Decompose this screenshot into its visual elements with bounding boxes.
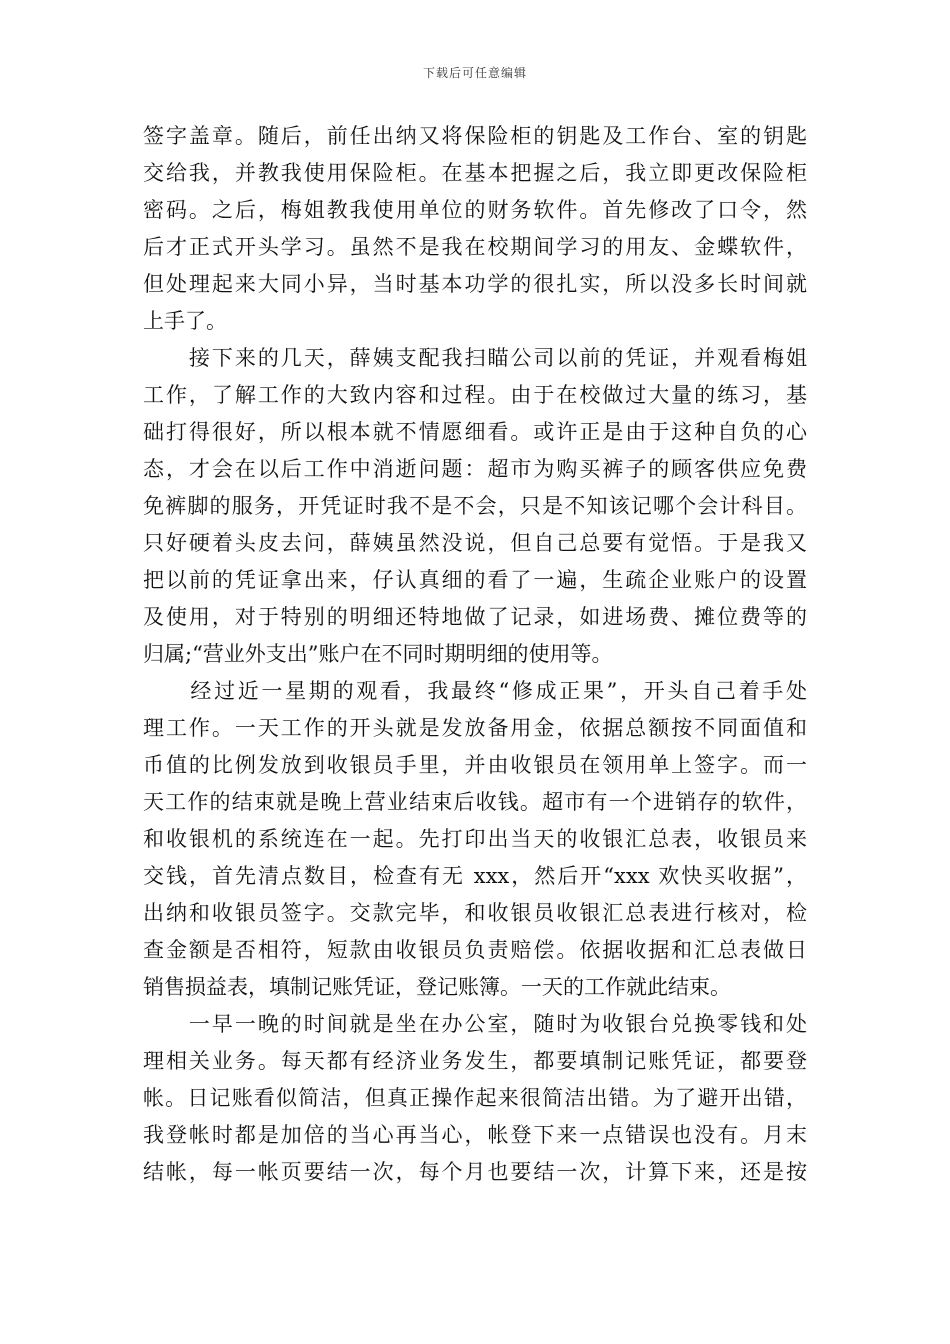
text-line: 出纳和收银员签字。交款完毕，和收银员收银汇总表进行核对，检 — [143, 901, 807, 925]
text-line: 及使用，对于特别的明细还特地做了记录，如进场费、摊位费等的 — [143, 605, 807, 629]
text-line: 交钱，首先清点数目，检查有无 xxx，然后开“xxx 欢快买收据”， — [143, 864, 807, 888]
text-line: 交给我，并教我使用保险柜。在基本把握之后，我立即更改保险柜 — [143, 161, 807, 185]
text-line: 理工作。一天工作的开头就是发放备用金，依据总额按不同面值和 — [143, 716, 807, 740]
page-header: 下载后可任意编辑 — [422, 66, 527, 80]
document-body — [143, 118, 807, 1191]
text-line: 把以前的凭证拿出来，仔认真细的看了一遍，生疏企业账户的设置 — [143, 568, 807, 592]
text-line: 和收银机的系统连在一起。先打印出当天的收银汇总表，收银员来 — [143, 827, 807, 851]
text-line: 查金额是否相符，短款由收银员负责赔偿。依据收据和汇总表做日 — [143, 938, 807, 962]
text-line: 态，才会在以后工作中消逝问题：超市为购买裤子的顾客供应免费 — [143, 457, 807, 481]
text-line: 币值的比例发放到收银员手里，并由收银员在领用单上签字。而一 — [143, 753, 807, 777]
text-line: 工作，了解工作的大致内容和过程。由于在校做过大量的练习，基 — [143, 383, 807, 407]
text-line: 后才正式开头学习。虽然不是我在校期间学习的用友、金蝶软件， — [143, 235, 807, 259]
text-line: 只好硬着头皮去问，薛姨虽然没说，但自己总要有觉悟。于是我又 — [143, 531, 807, 555]
text-line: 接下来的几天，薛姨支配我扫瞄公司以前的凭证，并观看梅姐 — [143, 346, 807, 370]
text-line: 上手了。 — [143, 309, 227, 333]
text-line: 我登帐时都是加倍的当心再当心，帐登下来一点错误也没有。月末 — [143, 1123, 807, 1147]
text-line: 一早一晚的时间就是坐在办公室，随时为收银台兑换零钱和处 — [143, 1012, 807, 1036]
text-line: 但处理起来大同小异，当时基本功学的很扎实，所以没多长时间就 — [143, 272, 807, 296]
text-line: 密码。之后，梅姐教我使用单位的财务软件。首先修改了口令，然 — [143, 198, 807, 222]
text-line: 经过近一星期的观看，我最终“修成正果”，开头自己着手处 — [143, 679, 807, 703]
text-line: 天工作的结束就是晚上营业结束后收钱。超市有一个进销存的软件， — [143, 790, 807, 814]
text-line: 础打得很好，所以根本就不情愿细看。或许正是由于这种自负的心 — [143, 420, 807, 444]
text-line: 理相关业务。每天都有经济业务发生，都要填制记账凭证，都要登 — [143, 1049, 807, 1073]
text-line: 销售损益表，填制记账凭证，登记账簿。一天的工作就此结束。 — [143, 975, 731, 999]
text-line: 归属;“营业外支出”账户在不同时期明细的使用等。 — [143, 642, 613, 666]
text-line: 结帐，每一帐页要结一次，每个月也要结一次，计算下来，还是按 — [143, 1160, 807, 1184]
text-line: 免裤脚的服务，开凭证时我不是不会，只是不知该记哪个会计科目。 — [143, 494, 807, 518]
text-line: 签字盖章。随后，前任出纳又将保险柜的钥匙及工作台、室的钥匙 — [143, 124, 807, 148]
text-line: 帐。日记账看似简洁，但真正操作起来很简洁出错。为了避开出错， — [143, 1086, 807, 1110]
